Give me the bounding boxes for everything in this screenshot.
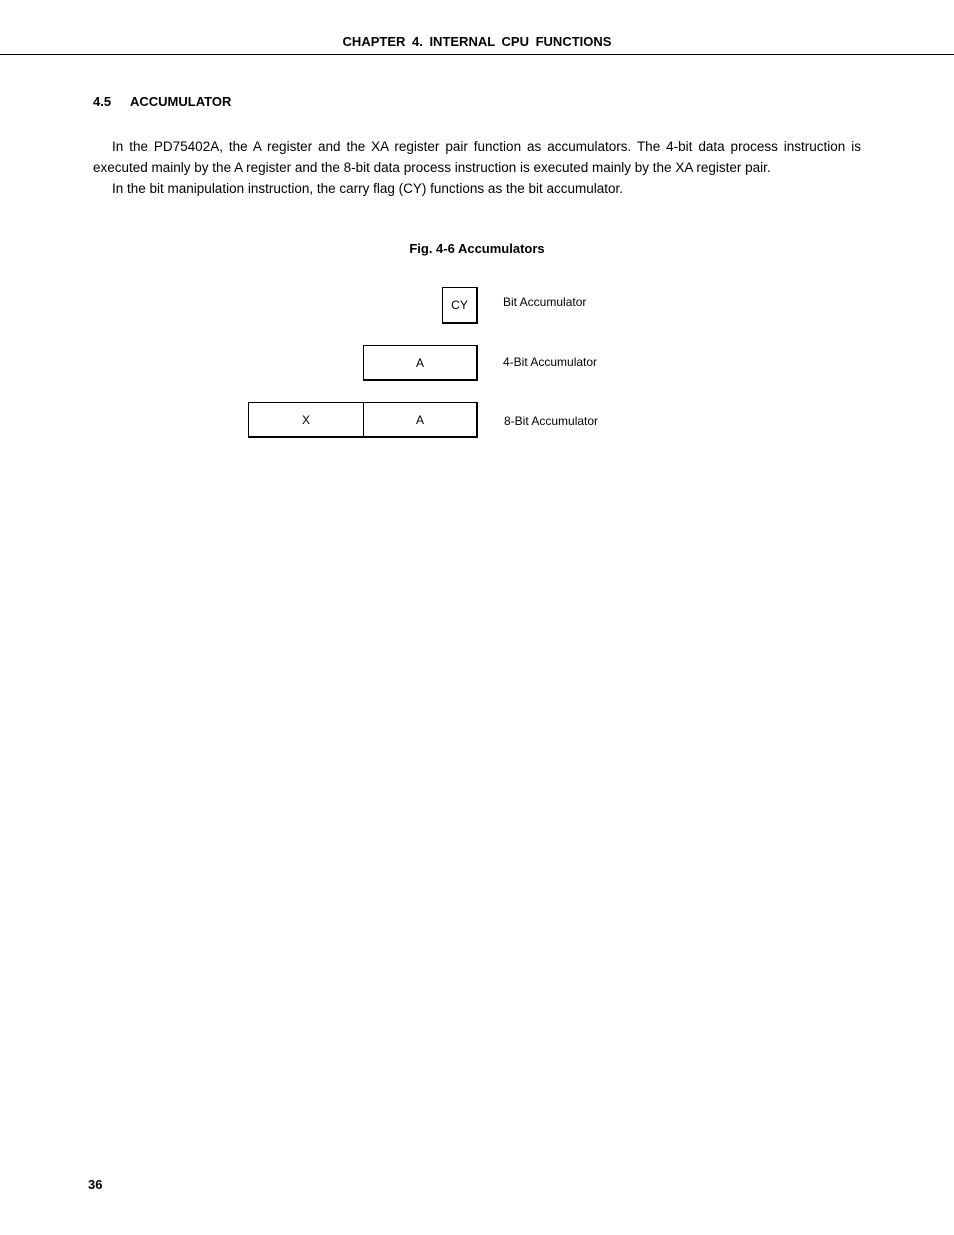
cy-register-box (442, 287, 478, 324)
a-register-box (363, 345, 478, 381)
section-heading (93, 94, 231, 109)
section-number: 4.5 (93, 94, 112, 109)
page-number: 36 (88, 1177, 103, 1192)
chapter-title: CHAPTER 4. INTERNAL CPU FUNCTIONS (342, 34, 612, 49)
a-register-low-label: A (415, 412, 424, 427)
figure-caption: Fig. 4-6 Accumulators (409, 241, 545, 256)
bit-accumulator-label: Bit Accumulator (503, 295, 587, 309)
x-register-label: X (301, 412, 310, 427)
cy-register-label: CY (451, 298, 468, 312)
paragraph-bit-accumulator: In the bit manipulation instruction, the carry flag (CY) functions as the bit accumulator. (112, 181, 624, 196)
section-title: ACCUMULATOR (130, 94, 232, 109)
four-bit-accumulator-label: 4-Bit Accumulator (503, 355, 598, 369)
eight-bit-accumulator-label: 8-Bit Accumulator (504, 414, 599, 428)
a-register-label: A (415, 355, 424, 370)
body-text (93, 136, 861, 199)
paragraph-accumulators: In the PD75402A, the A register and the XA register pair function as accumulators. The 4-bit data process instruction is executed mainly by the A register and the 8-bit data process instruction is executed mainly by the XA register pair. (93, 139, 861, 175)
a-register-cell (364, 403, 476, 436)
header-divider (0, 54, 954, 55)
x-register-cell (249, 403, 363, 436)
